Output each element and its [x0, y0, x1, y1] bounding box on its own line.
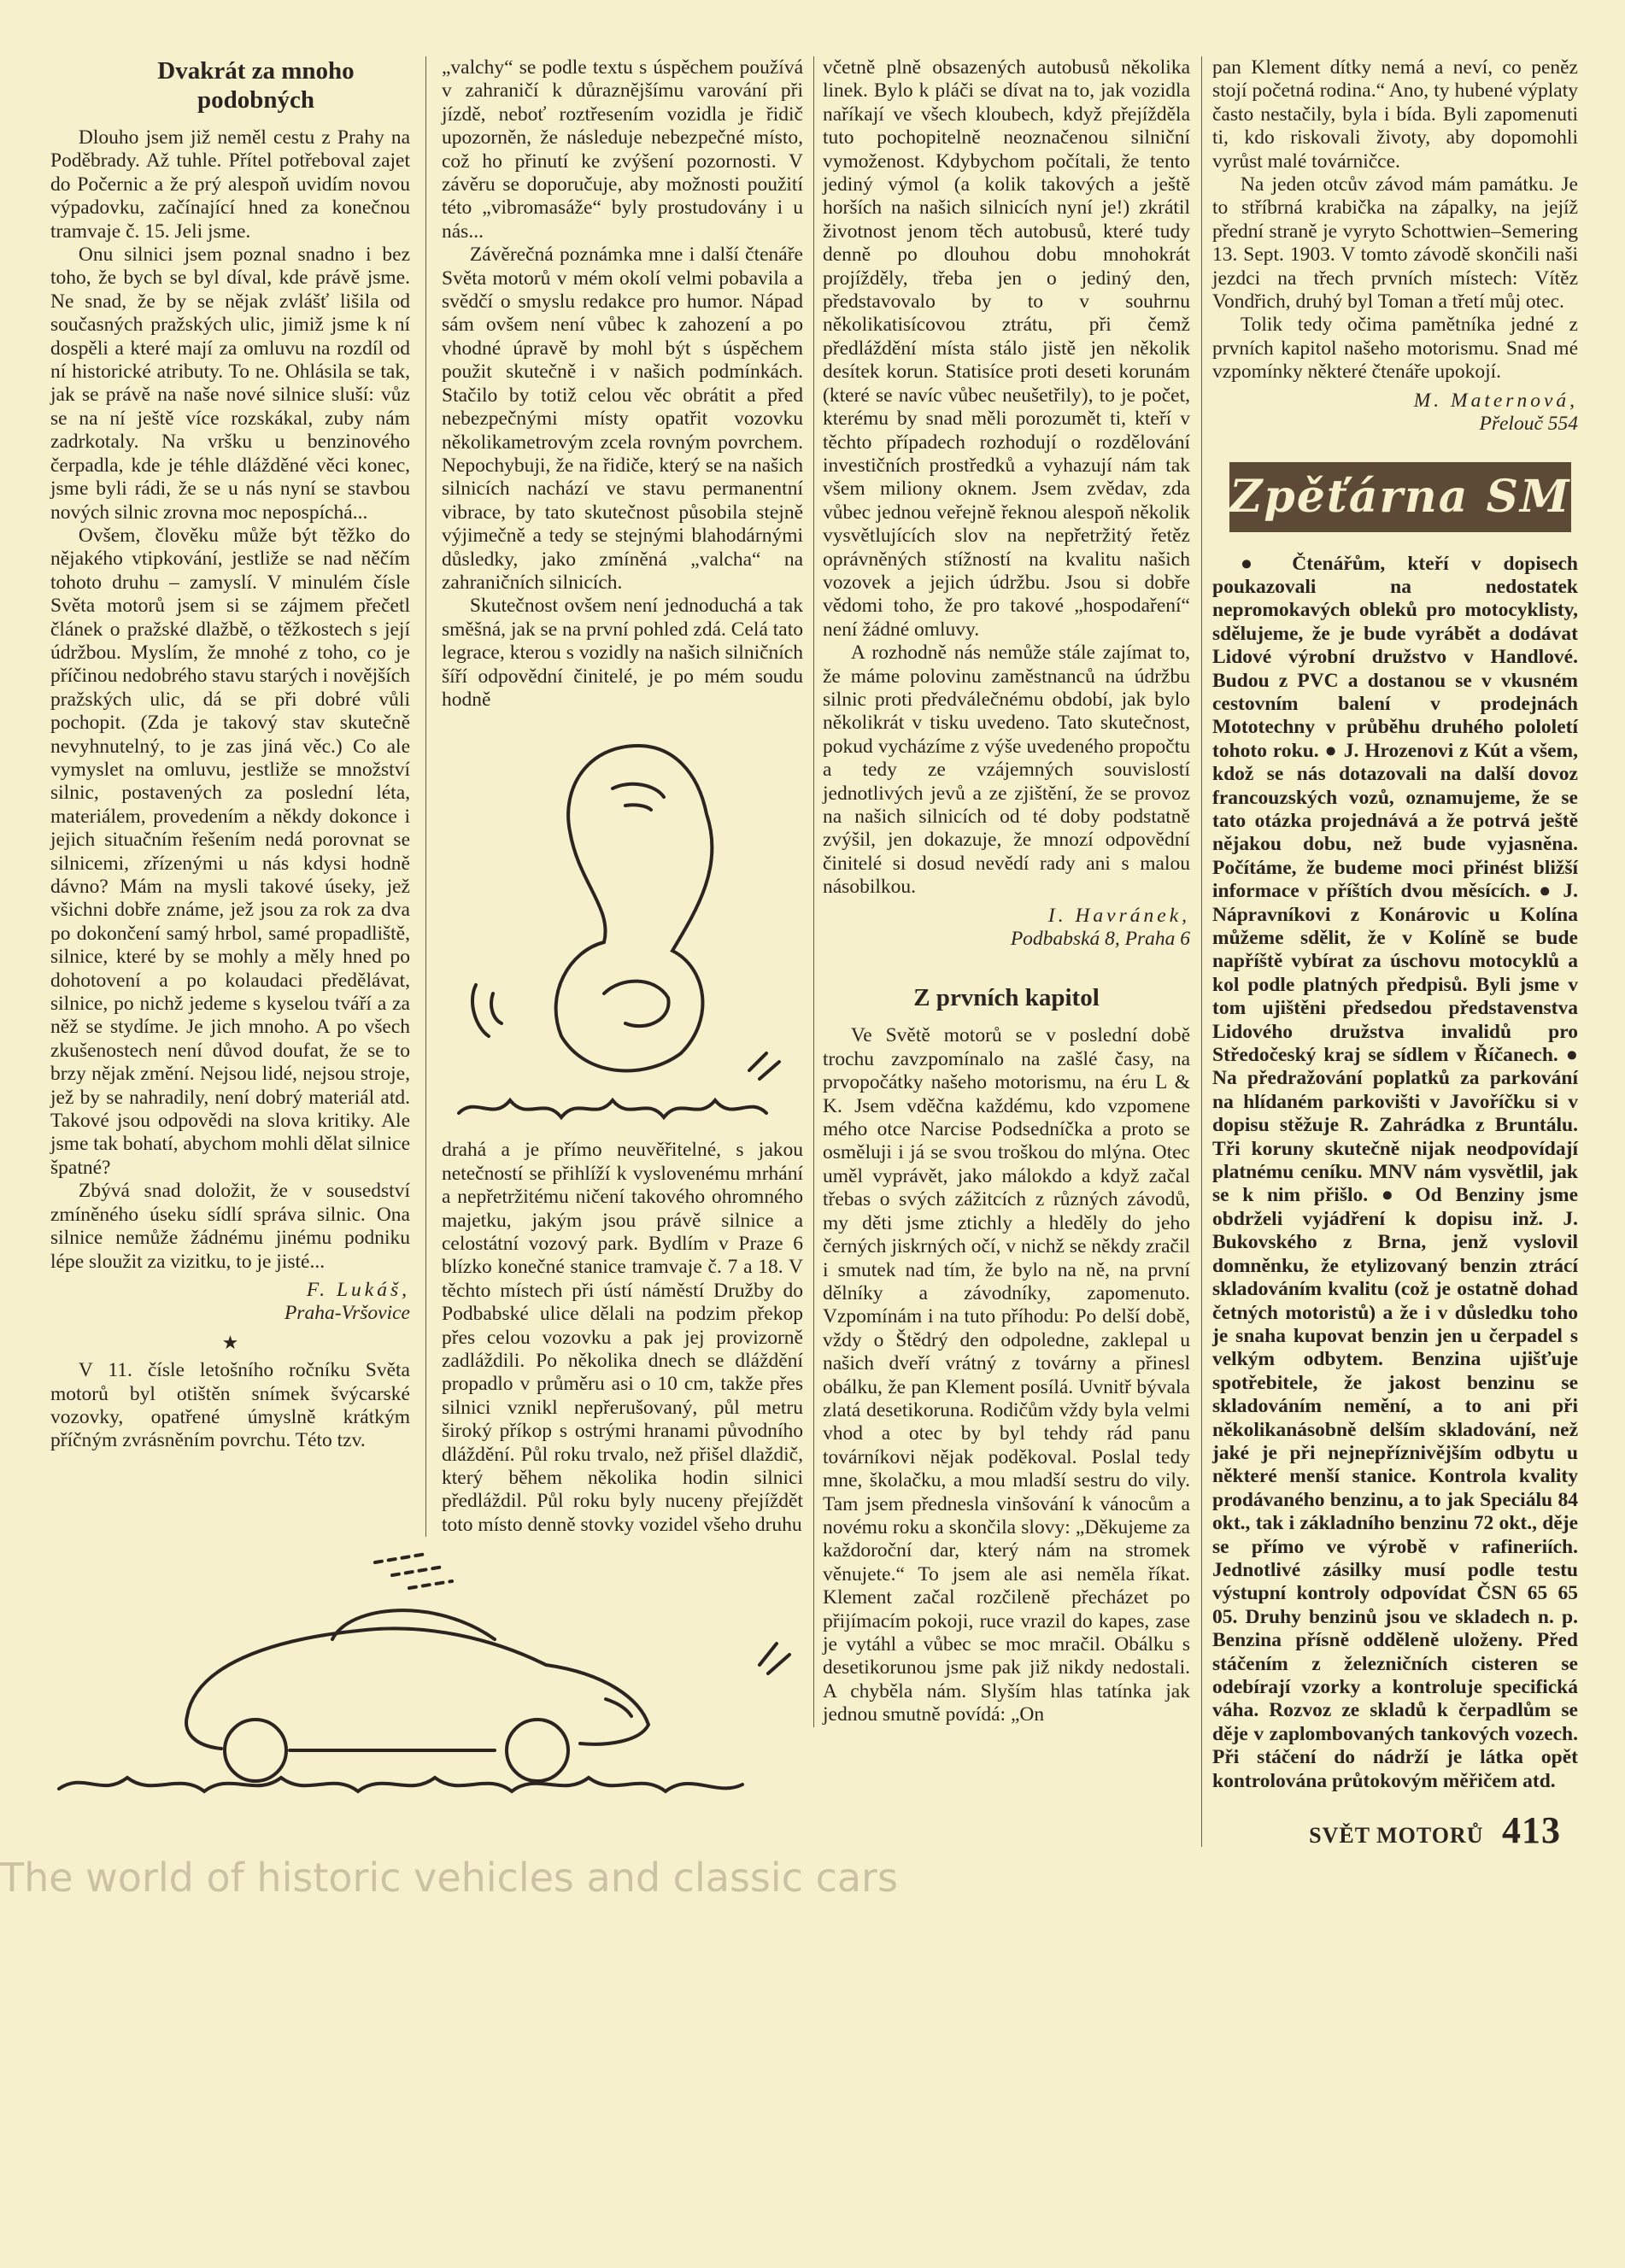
author-signature — [50, 1279, 410, 1326]
paragraph: drahá a je přímo neuvěřitelné, s jakou netečností se přihlíží k vyslovenému mrhání a nepřetržitému ničení takového ohromného majetku, jakým jsou právě silnice a celostátní vozový park. Bydlím v Praze 6 blízko konečné stanice tramvaje č. 7 a 18. V těchto místech při ústí náměstí Družby do Podbabské ulice dělali na podzim překop přes celou vozovku a pak jej provizorně zadláždili. Po několika dnech se dláždění propadlo v průměru asi o 10 cm, takže přes silnici vznikl nepřerušovaný, půl metru široký příkop s ostrými hranami původního dláždění. Půl roku trvalo, než přišel dlaždič, který během několika hodin silnici předláždil. Půl roku byly nuceny přejíždět toto místo denně stovky vozidel všeho druhu — [442, 1139, 803, 1536]
author-place: Praha-Vršovice — [284, 1302, 410, 1325]
paragraph: Skutečnost ovšem není jednoduchá a tak směšná, jak se na první pohled zdá. Celá tato legrace, kterou s vozidly na našich silničních šíří odpovědní činitelé, je po mém soudu hodně — [442, 595, 803, 711]
cartoon-illustration — [442, 712, 803, 1139]
column-3 — [813, 56, 1190, 1727]
author-name: F. Lukáš, — [306, 1278, 410, 1301]
paragraph: Závěrečná poznámka mne i další čtenáře Světa motorů v mém okolí velmi pobavila a svědčí o smyslu redakce pro humor. Nápad sám ovšem není vůbec k zahození a po vhodné úpravě by mohl být s úspěchem použit skutečně i v našich podmínkách. Stačilo by totiž celou věc obrátit a před nebezpečnými místy opatřit vozovku několikametrovým zcela rovným povrchem. Nepochybuji, že na řidiče, který se na našich silnicích nachází ve stavu permanentní vibrace, by tato skutečnost působila stejně výjimečně a tedy se stejnými blahodárnými důsledky, jako zmíněná „valcha“ na zahraničních silnicích. — [442, 243, 803, 594]
column-logo: Zpěťárna SM — [1229, 462, 1571, 532]
column-4 — [1201, 56, 1578, 1852]
watermark: The world of historic vehicles and classic cars — [0, 1855, 898, 1902]
author-place: Přelouč 554 — [1479, 413, 1578, 436]
paragraph: Onu silnici jsem poznal snadno i bez toho, že bych se byl díval, kde právě jsme. Ne snad, že by se nějak zvlášť lišila od současných pražských ulic, jimiž jsme k ní dospěli a které mají za omluvu na rozdíl od ní historické atributy. To ne. Ohlásila se tak, jak se právě na naše nové silnice sluší: vůz se na ní ještě více rozskákal, zuby nám zadrkotaly. Na vršku u benzinového čerpadla, kde je téhle dlážděné věci konec, jsme byli rádi, že se u nás nyní se stavbou nových silnic zrovna moc nepospíchá... — [50, 243, 410, 524]
paragraph: Zbývá snad doložit, že v sousedství zmíněného úseku sídlí správa silnic. Ona silnice nemůže žádnému jinému podniku lépe sloužit za vizitku, to je jisté... — [50, 1180, 410, 1273]
magazine-name: SVĚT MOTORŮ — [1309, 1823, 1484, 1849]
paragraph: A rozhodně nás nemůže stále zajímat to, že máme polovinu zaměstnanců na údržbu silnic proti předválečnému období, jak bylo několikrát v tisku uvedeno. Tato skutečnost, pokud vycházíme z výše uvedeného propočtu a tedy ze vzájemných souvislostí jednotlivých jevů a ze zjištění, že se provoz na našich silnicích od té doby podstatně zvýšil, jen dokazuje, že mnozí odpovědní činitelé si dosud nevědí rady ani s malou násobilkou. — [823, 642, 1190, 899]
columns-row — [50, 56, 1625, 1852]
author-place: Podbabská 8, Praha 6 — [1010, 928, 1190, 951]
paragraph: Ve Světě motorů se v poslední době trochu zavzpomínalo na zašlé časy, na prvopočátky našeho motorismu, na éru L & K. Jsem vděčna každému, kdo vzpomene mého otce Narcise Podsedníčka a proto se osměluji i já se svou troškou do mlýna. Otec uměl vyprávět, jako málokdo a když začal třebas o svých zážitcích z různých závodů, my děti jsme ztichly a hleděly do jeho černých jiskrných očí, v nichž se někdy zračil i smutek nad tím, že bylo na ně, na první dělníky a závodníky, zapomenuto. Vzpomínám i na tuto příhodu: Po delší době, vždy o Štědrý den odpoledne, zaklepal u našich dveří vrátný z továrny a přinesl obálku, že pan Klement posílá. Uvnitř bývala zlatá desetikoruna. Rodičům vždy byla velmi vhod a otec by byl tehdy rád panu továrníkovi nějak poděkoval. Poslal tedy mne, školačku, a mou mladší sestru do vily. Tam jsem přednesla vinšování k vánocům a novému roku a skončila slovy: „Děkujeme za každoroční dar, který nám na stromek věnujete.“ To jsem ale asi neměla říkat. Klement začal rozčileně přecházet po přijímacím pokoji, ruce vrazil do kapes, zase je vytáhl a vůbec se moc mračil. Obálku s desetikorunou jsme pak již nikdy nedostali. A chyběla nám. Slyším hlas tatínka jak jednou smutně povídá: „On — [823, 1024, 1190, 1726]
reader-column — [1212, 553, 1578, 1794]
paragraph: Dlouho jsem již neměl cestu z Prahy na Poděbrady. Až tuhle. Přítel potřeboval zajet do Počernic a že prý alespoň uvidím novou výpadovku, začínající hned za konečnou tramvaje č. 15. Jeli jsme. — [50, 126, 410, 243]
column-2 — [425, 56, 803, 1537]
paragraph: Tolik tedy očima pamětníka jedné z prvních kapitol našeho motorismu. Snad mé vzpomínky některé čtenáře upokojí. — [1212, 314, 1578, 384]
author-name: I. Havránek, — [1047, 904, 1190, 927]
author-signature — [823, 905, 1190, 952]
paragraph: pan Klement dítky nemá a neví, co peněz stojí početná rodina.“ Ano, ty hubené výplaty často nestačily, byla i bída. Byli zapomenuti ti, kdo riskovali životy, aby dopomohli vyrůst malé továrničce. — [1212, 56, 1578, 173]
left-block — [50, 56, 803, 1810]
star-separator: ★ — [221, 1331, 239, 1353]
column-1 — [50, 56, 410, 1453]
page-number: 413 — [1502, 1809, 1561, 1852]
paragraph: ● Čtenářům, kteří v dopisech poukazovali na nedostatek nepromokavých obleků pro motocyklisty, sdělujeme, že je bude vyrábět a dodávat Lidové výrobní družstvo v Handlové. Budou z PVC a dostanou se v vkusném cestovním balení v prodejnách Mototechny v průběhu druhého pololetí tohoto roku. ● J. Hrozenovi z Kút a všem, kdož se nás dotazovali na další dovoz francouzských vozů, oznamujeme, že se tato otázka projednává a že potrvá ještě nějakou dobu, než bude vyjasněna. Počítáme, že budeme moci přinést bližší informace v příštích dvou měsících. ● J. Nápravníkovi z Konárovic u Kolína můžeme sdělit, že v Kolíně se bude napříště vybírat za úschovu motocyklů a kol podle platných předpisů. Byli jsme v tom ujištěni předsedou představenstva Lidového družstva invalidů pro Středočeský kraj se sídlem v Říčanech. ● Na předražování poplatků za parkování na hlídaném parkovišti v Javoříčku si v dopisu stěžuje R. Zahrádka z Bruntálu. Tři koruny skutečně nijak neodpovídají platnému ceníku. MNV nám vysvětlil, jak se k nim přišlo. ● Od Benziny jsme obdrželi vyjádření k dopisu inž. J. Bukovského z Brna, jenž vyslovil domněnku, že etylizovaný benzin ztrácí skladováním kvalitu (což je ostatně dohad četných motoristů) a že i v důsledku toho je snaha kupovat benzin jen u čerpadel s velkým odbytem. Benzina ujišťuje spotřebitele, že jakost benzinu se skladováním nemění, a to ani při několikanásobně delším skladování, než jaké je při nejnepříznivějším odbytu u některé menší stanice. Kontrola kvality prodávaného benzinu, a to jak Speciálu 84 okt., tak i základního benzinu 72 okt., děje se přímo ve výrobě v rafineriích. Jednotlivé zásilky musí podle testu výstupní kontroly odpovídat ČSN 65 65 05. Druhy benzinů jsou ve skladech n. p. Benzina přísně odděleně uloženy. Před stáčením z železničních cisteren se odebírají vzorky a kontroluje specifická váha. Rozvoz ze skladů k čerpadlům se děje v zaplombovaných tankových vozech. Při stáčení do nádrží je látka opět kontrolována průtokovým měřičem atd. — [1212, 552, 1578, 1792]
paragraph: Na jeden otcův závod mám památku. Je to stříbrná krabička na zápalky, na jejíž přední straně je vyryto Schottwien–Semering 13. Sept. 1903. V tomto závodě skončili naši jezdci na třech prvních místech: Vítěz Vondřich, druhý byl Toman a třetí můj otec. — [1212, 173, 1578, 314]
paragraph: včetně plně obsazených autobusů několika linek. Bylo k pláči se dívat na to, jak vozidla naříkají ve všech kloubech, když přejížděla tuto pochopitelně neoznačenou silniční vymoženost. Kdybychom počítali, že tento jediný výmol (a kolik takových a ještě horších na našich silnicích nyní je!) zkrátil životnost jenom těch autobusů, které tudy denně po dlouhou dobu mnohokrát projížděly, třeba jen o jediný den, představovalo by to v souhrnu několikatisícovou ztrátu, při čemž předláždění místa stálo jistě jen několik desítek korun. Statisíce proti deseti korunám (které se navíc vůbec neušetřily), to je počet, kterému by snad měli porozumět ti, kteří v těchto případech rozhodují o rozdělování investičních prostředků a vyhazují nám tak všem miliony oknem. Jsem zvědav, zda vůbec jednou veřejně řeknou alespoň několik vysvětlujících slov na nepřetržitý řetěz oprávněných stížností na kvalitu našich vozovek a jejich údržbu. Jsou si dobře vědomi toho, že pro takové „hospodaření“ není žádné omluvy. — [823, 56, 1190, 641]
author-signature — [1212, 390, 1578, 437]
author-name: M. Maternová, — [1413, 389, 1578, 412]
page-footer — [1212, 1809, 1578, 1852]
car-illustration — [50, 1545, 811, 1810]
paragraph: Ovšem, člověku může být těžko do nějakého vtipkování, jestliže se nad něčím tohoto druhu – zamyslí. V minulém čísle Světa motorů jsem si se zájmem přečetl článek o pražské dlažbě, o těžkostech s její údržbou. Myslím, že mnohé z toho, co je příčinou nedobrého stavu starých i novějších pražských ulic, dá se při dobré vůli pochopit. (Zda je takový stav skutečně nevyhnutelný, to je zas jiná věc.) Co ale vymyslet na omluvu, jestliže se množství silnic, postavených za poslední léta, materiálem, provedením a někdy dokonce i jejich situačním řešením nedá porovnat se silnicemi, zřízenými u nás kdysi hodně dávno? Mám na mysli takové úseky, jež všichni dobře známe, jež jsou za rok za dva po dokončení samý hrbol, samé propadliště, silnice, které by se mohly a měly hned po dohotovení a po kolaudaci předělávat, silnice, po nichž jedeme s kyselou tváří a za něž se stydíme. Je jich mnoho. A po všech zkušenostech není důvod doufat, že se to brzy nějak změní. Nejsou lidé, nejsou stroje, jež by se nahradily, není dobrý materiál atd. Takové jsou odpovědi na slova kritiky. Ale jsme tak bohatí, abychom mohli dělat silnice špatné? — [50, 524, 410, 1179]
article-title: Dvakrát za mnoho podobných — [157, 57, 355, 114]
left-columns — [50, 56, 803, 1537]
paragraph: V 11. čísle letošního ročníku Světa motorů byl otištěn snímek švýcarské vozovky, opatřené úmyslně krátkým příčným zvrásněním povrchu. Této tzv. — [50, 1359, 410, 1452]
article-title: Z prvních kapitol — [913, 984, 1100, 1012]
paragraph: „valchy“ se podle textu s úspěchem používá v zahraničí k důraznějšímu varování při jízdě, neboť roztřesením vozidla je řidič upozorněn, že následuje nebezpečné místo, což ho přinutí ke zvýšení pozornosti. V závěru se doporučuje, aby možnosti použití této „vibromasáže“ byly prostudovány i u nás... — [442, 56, 803, 243]
